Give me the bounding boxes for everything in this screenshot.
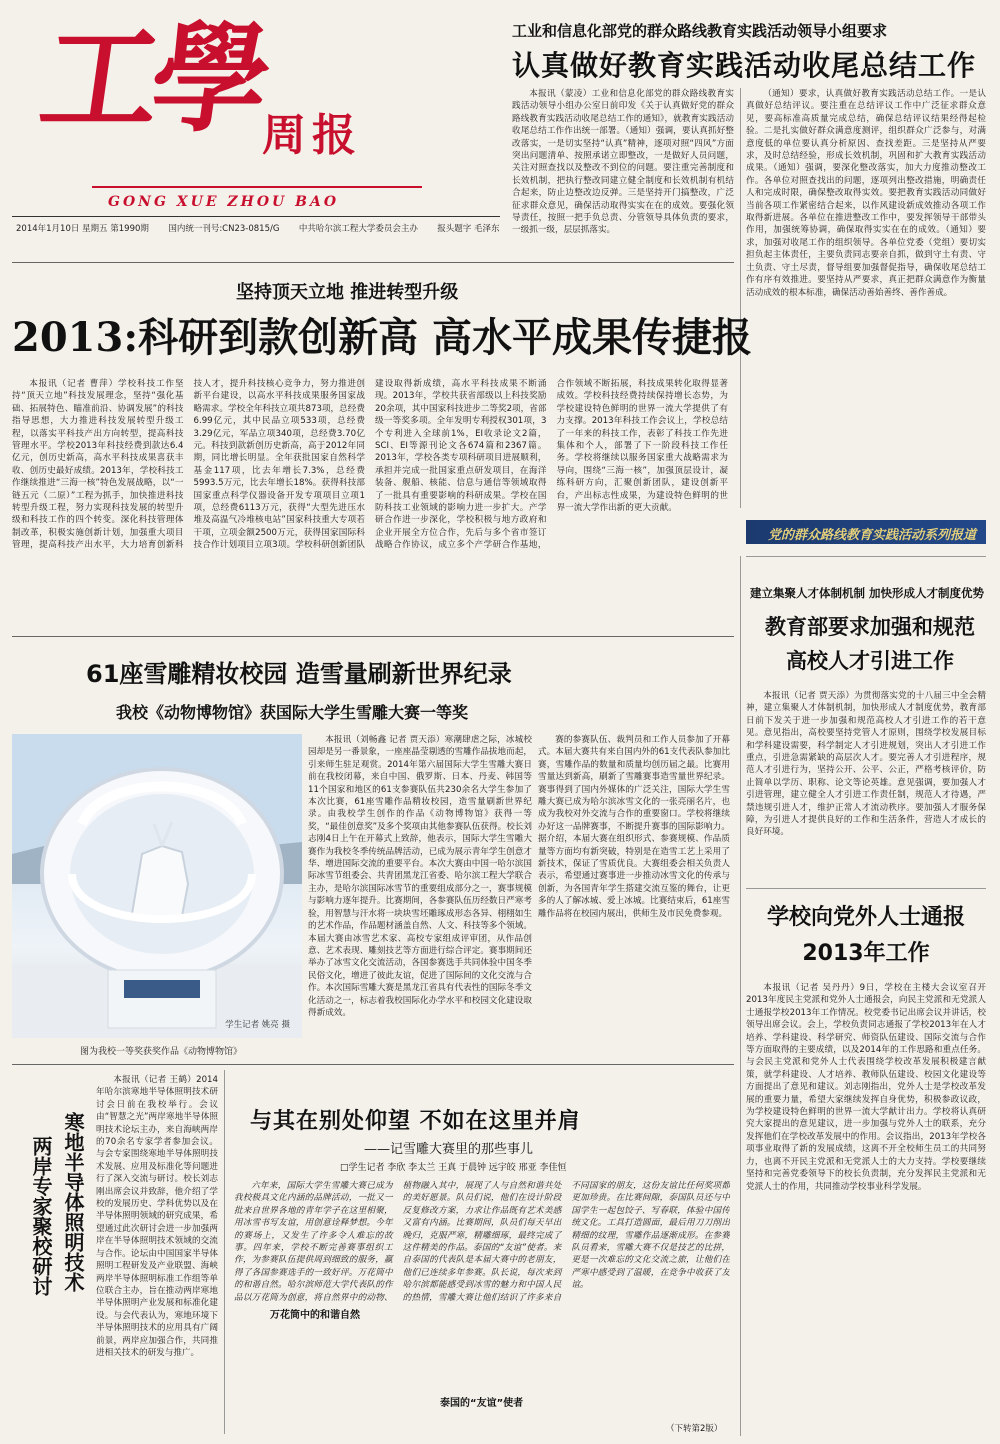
research-headline: 2013:科研到款创新高 高水平成果传捷报 [12,314,753,361]
feature-subhead-nature: 万花筒中的和谐自然 [266,1306,364,1321]
snow-sculpture-illustration [12,734,302,1038]
feature-body: 六年来，国际大学生雪雕大赛已成为我校极具文化内涵的品牌活动，一批又一批来自世界各地的青年学子在这里相聚，用冰雪书写友谊，用创意诠释梦想。今年的赛场上，又发生了许多令人难忘的故事。四年来，学校不断完善赛事组织工作，为参赛队伍提供周到细致的服务，赢得了各国参赛选手的一致好评。万花筒中的和谐自然。哈尔滨师范大学代表队的作品以万花筒为创意，将自然界中的动物、植物融入其中，展现了人与自然和谐共处的美好愿景。队员们说，他们在设计阶段反复修改方案，力求让作品既有艺术美感又富有内涵。比赛期间，队员们每天早出晚归，克服严寒，精雕细琢，最终完成了这件精美的作品。泰国的“友谊”使者。来自泰国的代表队是本届大赛中的老朋友，他们已连续多年参赛。队长说，每次来到哈尔滨都能感受到冰雪的魅力和中国人民的热情，雪雕大赛让他们结识了许多来自不同国家的朋友，这份友谊比任何奖项都更加珍贵。在比赛间隙，泰国队员还与中国学生一起包饺子、写春联，体验中国传统文化。工具打造圆面，最后用刀刀削出精细的纹理，雪雕作品逐渐成形。在参赛队员看来，雪雕大赛不仅是技艺的比拼，更是一次难忘的文化交流之旅，让他们在严寒中感受到了温暖，在竞争中收获了友谊。 [234,1181,730,1303]
masthead-rule [92,186,422,188]
section-divider [12,1064,734,1065]
snow-body-continued: 赛的参赛队伍、裁判员和工作人员参加了开幕式。本届大赛共有来自国内外的61支代表队参加比赛，雪雕作品的数量和质量均创历届之最。比赛用雪量达到新高，刷新了雪雕赛事造雪量世界纪录。赛事得到了国内外媒体的广泛关注，国际大学生雪雕大赛已成为哈尔滨冰雪文化的一张亮丽名片，也成为我校对外交流与合作的重要窗口。学校将继续办好这一品牌赛事，不断提升赛事的国际影响力。据介绍，本届大赛在组织形式、参赛规模、作品质量等方面均有新突破，特别是在造雪工艺上采用了新技术，保证了雪质优良。大赛组委会相关负责人表示，希望通过赛事进一步推动冰雪文化的传承与创新，为各国青年学生搭建交流互鉴的舞台，让更多的人了解冰城、爱上冰城。比赛结束后，61座雪雕作品将在校园内展出，供师生及市民免费参观。 [538,735,730,919]
feature-headline: 与其在别处仰望 不如在这里并肩 [250,1109,581,1134]
research-body: 本报讯（记者 曹萍）学校科技工作坚持“顶天立地”科技发展理念，坚持“强化基础、拓展特色、瞄准前沿、协调发展”的科技指导思想，大力推进科技发展转型升级工程，以落实平科技产出方向转型，提高科技管理水平。学校2013年科技经费到款达6.4亿元，创历史新高，高水平科技成果喜获丰收、创历史最好成绩。2013年，学校科技工作继续推进“三海一核”特色发展战略，以“一链五元（二原）”工程为抓手，加快推进科技转型升级工程，努力实现科技发展的转型升级和科技工作的四个转变。深化科技管理体制改革，积极实施创新计划，加强重大项目管理，提高科技产出水平，大力培育创新科技人才，提升科技核心竞争力，努力推进创新平台建设，以高水平科技成果服务国家战略需求。学校全年科技立项共873项，总经费6.99亿元，其中民品立项533项，总经费3.29亿元，军品立项340项，总经费3.70亿元。科技到款新创历史新高，高于2012年同期，同比增长明显。全年获批国家自然科学基金117项，比去年增长7.3%，总经费5993.5万元，比去年增长18%。获得科技部国家重点科学仪器设备开发专项项目立项1项，总经费6113万元，获得“大型先进压水堆及高温气冷堆核电站”国家科技重大专项若干项，立项金额2500万元，获得国家国际科技合作计划项目立项3项。学校科研创新团队建设取得新成绩，高水平科技成果不断涌现。2013年，学校共获省部级以上科技奖励20余项，其中国家科技进步二等奖2项，省部级一等奖多项。全年发明专利授权301项，3个专利进入全球前1%，EI收录论文2篇，SCI、EI等源刊论文各674篇和2367篇。2013年，学校各类专项科研项目进展顺利，承担并完成一批国家重点研发项目，在海洋装备、舰船、核能、信息与通信等领域取得了一批具有重要影响的科研成果。学校在国防科技工业领域的影响力进一步扩大。产学研合作进一步深化，学校积极与地方政府和企业开展全方位合作，先后与多个省市签订战略合作协议，成立多个产学研合作基地，合作领域不断拓展，科技成果转化取得显著成效。学校科技经费持续保持增长态势，为学校建设特色鲜明的世界一流大学提供了有力支撑。2013年科技工作会议上，学校总结了一年来的科技工作，表彰了科技工作先进集体和个人，部署了下一阶段科技工作任务。学校将继续以服务国家重大战略需求为导向，围绕“三海一核”，加强顶层设计，凝练科研方向，汇聚创新团队，建设创新平台，产出标志性成果，为建设特色鲜明的世界一流大学作出新的更大贡献。 [12,379,728,551]
column-divider [224,1070,225,1434]
photo-credit: 学生记者 姚亮 摄 [225,1020,290,1030]
photo-caption: 图为我校一等奖获奖作品《动物博物馆》 [80,1047,243,1057]
issn-number: 国内统一刊号:CN23-0815/G [168,224,280,234]
lighting-headline-a: 寒地半导体照明技术 [61,1112,85,1292]
party-headline: 学校向党外人士通报2013年工作 [766,905,965,966]
talent-body: 本报讯（记者 贾天添）为贯彻落实党的十八届三中全会精神，建立集聚人才体制机制，加快形成人才制度优势，教育部日前下发关于进一步加强和规范高校人才引进工作的若干意见。意见指出，高校要坚持党管人才原则，围绕学校发展目标和学科建设需要，科学制定人才引进规划，突出人才引进工作重点，引进急需紧缺的高层次人才。要完善人才引进程序，规范人才引进行为，坚持公开、公平、公正，严格考核评价，防止简单以学历、职称、论文等论英雄。意见强调，要加强人才引进管理，建立健全人才引进工作责任制，规范人才待遇，严禁违规引进人才，维护正常人才流动秩序。要加强人才服务保障，为引进人才提供良好的工作和生活条件，营造人才成长的良好环境。 [746,691,986,838]
research-kicker: 坚持顶天立地 推进转型升级 [236,282,459,303]
masthead-weekly: 周报 [262,110,362,161]
lighting-headline-b: 两岸专家聚校研讨 [29,1136,53,1296]
talent-headline: 教育部要求加强和规范高校人才引进工作 [765,615,975,673]
snow-body: 本报讯（刘畅鑫 记者 贾天添）寒潮肆虐之际，冰城校园却是另一番景象，一座座晶莹剔透的雪雕作品拔地而起，引来师生驻足观赏。2014年第六届国际大学生雪雕大赛日前在我校闭幕，来自中国、俄罗斯、日本、丹麦、韩国等11个国家和地区的61支参赛队伍共230余名大学生参加了本次比赛，61座雪雕作品精妆校园，造雪量刷新世界纪录。由我校学生创作的作品《动物博物馆》获得一等奖，“最佳创意奖”及多个奖项由其他参赛队伍获得。校长刘志刚4日上午在开幕式上致辞，他表示，国际大学生雪雕大赛作为我校冬季传统品牌活动，已成为展示青年学生创意才华、增进国际交流的重要平台。本次大赛由中国一哈尔滨国际冰雪节组委会、共青团黑龙江省委、哈尔滨工程大学联合主办，是哈尔滨国际冰雪节的重要组成部分之一，赛事规模与影响力逐年提升。比赛期间，各参赛队伍历经数日严寒考验，用智慧与汗水将一块块雪坯雕琢成形态各异、栩栩如生的艺术作品，作品题材涵盖自然、人文、科技等多个领域。本届大赛由冰雪艺术家、高校专家组成评审团，从作品创意、艺术表现、雕刻技艺等方面进行综合评定。赛事期间还举办了冰雪文化交流活动，各国参赛选手共同体验中国冬季民俗文化，增进了彼此友谊，促进了国际间的文化交流与合作。本次国际雪雕大赛是黑龙江省具有代表性的国际冬季文化活动之一，标志着我校国际化办学水平和校园文化建设取得新成效。 [308,735,532,1018]
feature-subhead-thailand: 泰国的“友谊”使者 [436,1394,527,1409]
inscription: 报头题字 毛泽东 [437,224,500,234]
masthead [12,8,500,240]
masthead-logo: 工學 [32,9,272,148]
section-divider [12,262,734,263]
top-story-body-right: （通知）要求，认真做好教育实践活动总结工作。一是认真做好总结评议。要注重在总结评议工作中广泛征求群众意见，要高标准高质量完成总结，确保总结评议结果经得起检验。二是扎实做好群众满意度测评，组织群众广泛参与，对满意度低的单位要认真分析原因、查找差距。三是坚持从严要求，及时总结经验，形成长效机制，巩固和扩大教育实践活动成果。（通知）强调，要深化整改落实，加大力度推动整改工作。各单位对照查找出的问题，逐项列出整改措施，明确责任人和完成时限，确保整改取得实效。要把教育实践活动同做好当前各项工作紧密结合起来，以作风建设新成效推动各项工作取得新进展。各单位在推进整改工作中，要发挥领导干部带头作用，加强统筹协调，确保取得实实在在的成效。（通知）要求，加强对收尾工作的组织领导。各单位党委（党组）要切实担负起主体责任，主要负责同志要亲自抓，做到守土有责、守土负责、守土尽责，督导组要加强督促指导，确保收尾总结工作有序有效推进。要坚持从严要求，真正把群众满意作为衡量活动成效的根本标准，确保活动善始善终、善作善成。 [746,89,986,298]
section-divider [12,636,734,637]
masthead-pinyin: GONG XUE ZHOU BAO [108,194,340,210]
column-divider [740,88,741,508]
section-divider [746,556,986,557]
masthead-info-rule [12,216,500,217]
snow-headline: 61座雪雕精妆校园 造雪量刷新世界纪录 [86,660,512,688]
feature-byline: □学生记者 李欣 李太兰 王真 于晨钟 远宇皎 邢亚 李佳恒 [340,1163,567,1173]
talent-kicker: 建立集聚人才体制机制 加快形成人才制度优势 [750,586,985,600]
section-divider [746,888,986,889]
publisher: 中共哈尔滨工程大学委员会主办 [298,224,418,234]
snow-subheadline: 我校《动物博物馆》获国际大学生雪雕大赛一等奖 [116,703,469,722]
top-story-kicker: 工业和信息化部党的群众路线教育实践活动领导小组要求 [512,22,888,40]
lighting-body: 本报讯（记者 王鹤）2014年哈尔滨寒地半导体照明技术研讨会日前在我校举行。会议由“智慧之光”两岸寒地半导体照明技术论坛主办，来自海峡两岸的70余名专家学者参加会议。与会专家围绕寒地半导体照明技术发展、应用及标准化等问题进行了深入交流与研讨。校长刘志刚出席会议并致辞，他介绍了学校的发展历史、学科优势以及在半导体照明领域的研究成果，希望通过此次研讨会进一步加强两岸在半导体照明技术领域的交流与合作。论坛由中国国家半导体照明工程研发及产业联盟、海峡两岸半导体照明标准工作组等单位联合主办，旨在推动两岸寒地半导体照明产业发展和标准化建设。与会代表认为，寒地环境下半导体照明技术的应用具有广阔前景，两岸应加强合作，共同推进相关技术的研发与推广。 [96,1075,218,1358]
series-banner: 党的群众路线教育实践活动系列报道 [746,520,986,544]
continued-note: （下转第2版） [666,1424,723,1434]
masthead-info-line [16,222,500,234]
top-story-headline: 认真做好教育实践活动收尾总结工作 [512,49,977,82]
column-divider [740,556,741,1436]
feature-subheadline: ——记雪雕大赛里的那些事儿 [364,1142,534,1157]
issue-date: 2014年1月10日 星期五 第1990期 [16,224,149,234]
lighting-headline-box [22,1112,92,1342]
snow-sculpture-photo [12,734,302,1038]
top-story-body-left: 本报讯（蒙凌）工业和信息化部党的群众路线教育实践活动领导小组办公室日前印发《关于认真做好党的群众路线教育实践活动收尾总结工作的通知》，就教育实践活动收尾总结工作作出统一部署。（通知）强调，要认真抓好整改落实，一是切实坚持“认真”精神，逐项对照“四风”方面突出问题清单、按照承诺立即整改，一是做好人员问题，关注对照查找以及整改不到位的问题。要注重完善制度和长效机制，把执行整改同建立健全制度和长效机制有机结合起来，防止边整改边反弹。三是坚持开门搞整改，广泛征求群众意见，确保活动取得实实在在的成效。要强化领导责任，按照一把手负总责、分管领导具体负责的要求，一级抓一级，层层抓落实。 [512,89,734,236]
party-body: 本报讯（记者 吴丹丹）9日，学校在主楼大会议室召开2013年度民主党派和党外人士通报会，向民主党派和无党派人士通报学校2013年工作情况。校党委书记出席会议并讲话，校领导出席会议。会上，学校负责同志通报了学校2013年在人才培养、学科建设、科学研究、师资队伍建设、国际交流与合作等方面取得的主要成绩，以及2014年的工作思路和重点任务。与会民主党派和党外人士代表围绕学校改革发展积极建言献策，就学科建设、人才培养、教师队伍建设、校园文化建设等方面提出了意见和建议。刘志刚指出，党外人士是学校改革发展的重要力量，希望大家继续发挥自身优势，积极参政议政，为学校建设特色鲜明的世界一流大学献计出力。学校将认真研究大家提出的意见建议，进一步加强与党外人士的联系，充分发挥他们在学校改革发展中的作用。会议指出，2013年学校各项事业取得了新的发展成绩，这离不开全校师生员工的共同努力，也离不开民主党派和无党派人士的大力支持。学校要继续坚持和完善党委领导下的校长负责制，充分发挥民主党派和无党派人士的作用，共同推动学校事业科学发展。 [746,983,986,1192]
